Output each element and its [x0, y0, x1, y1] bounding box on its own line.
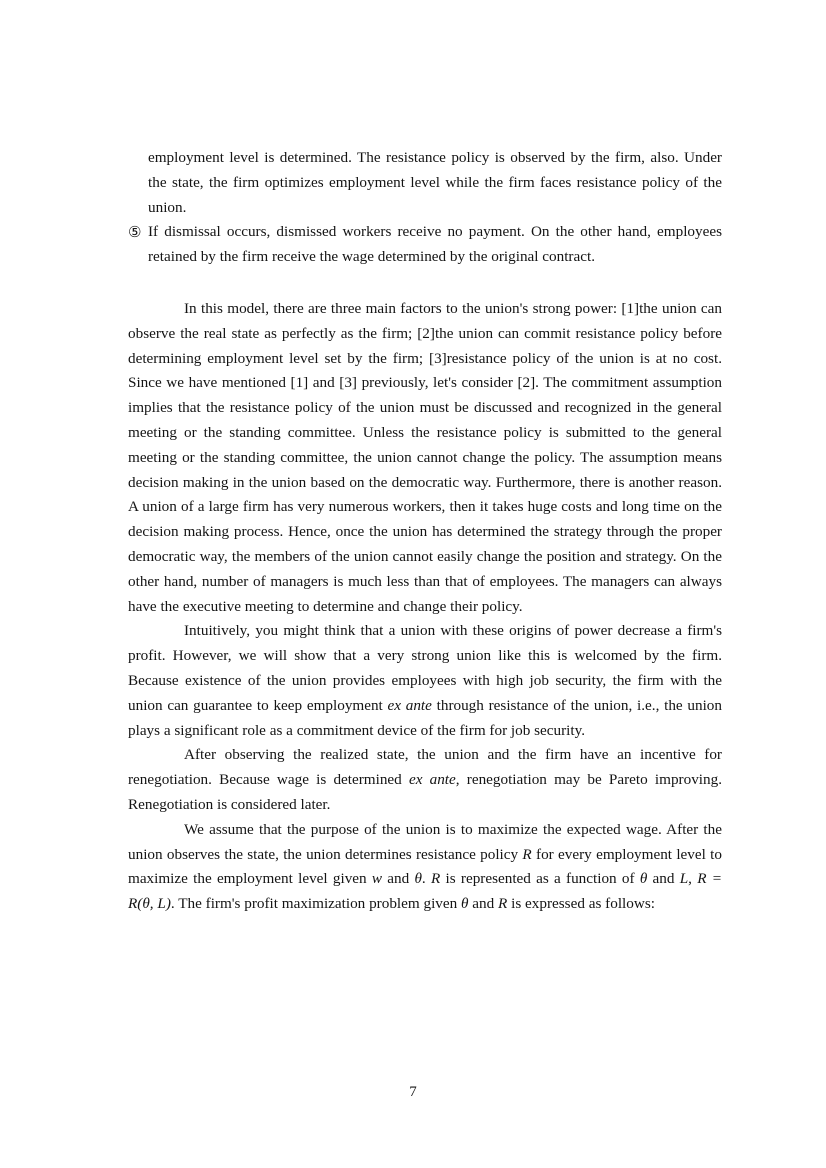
list-item-5-text: If dismissal occurs, dismissed workers receive no payment. On the other hand, employees retained by the firm receive the wage determined by the original contract. — [148, 223, 722, 266]
paragraph-renegotiation: After observing the realized state, the union and the firm have an incentive for renegotiation. Because wage is determined ex ante, renegotiation may be Pareto improving. Renegotiation is considered later. — [128, 746, 722, 813]
paragraph-intuition: Intuitively, you might think that a union with these origins of power decrease a firm's profit. However, we will show that a very strong union like this is welcomed by the firm. Because existence of the union provides employees with high job security, the firm with the union can guarantee to keep employment ex ante through resistance of the union, i.e., the union plays a significant role as a commitment device of the firm for job security. — [128, 622, 722, 739]
list-item-5 — [128, 220, 722, 270]
page-number: 7 — [409, 1084, 417, 1100]
list-item-4-continuation — [128, 146, 722, 220]
list-marker-5: ⑤ — [128, 223, 142, 242]
assumption-list — [128, 146, 722, 270]
paragraph-union-power: In this model, there are three main factors to the union's strong power: [1]the union can observe the real state as perfectly as the firm; [2]the union can commit resistance policy before determining employment level set by the firm; [3]resistance policy of the union is at no cost. Since we have mentioned [1] and [3] previously, let's consider [2]. The commitment assumption implies that the resistance policy of the union must be discussed and recognized in the general meeting or the standing committee. Unless the resistance policy is submitted to the general meeting or the standing committee, the union cannot change the policy. The assumption means decision making in the union based on the democratic way. Furthermore, there is another reason. A union of a large firm has very numerous workers, then it takes huge costs and long time on the decision making process. Hence, once the union has determined the strategy through the proper democratic way, the members of the union cannot easily change the position and strategy. On the other hand, number of managers is much less than that of employees. The managers can always have the executive meeting to determine and change their policy. — [128, 300, 722, 615]
list-item-4-text: employment level is determined. The resistance policy is observed by the firm, also. Under the state, the firm optimizes employment level while the firm faces resistance policy of the union. — [148, 149, 722, 216]
paragraph-assumption: We assume that the purpose of the union is to maximize the expected wage. After the union observes the state, the union determines resistance policy R for every employment level to maximize the employment level given w and θ. R is represented as a function of θ and L, R = R(θ, L). The firm's profit maximization problem given θ and R is expressed as follows: — [128, 820, 723, 913]
body-text — [128, 297, 722, 917]
